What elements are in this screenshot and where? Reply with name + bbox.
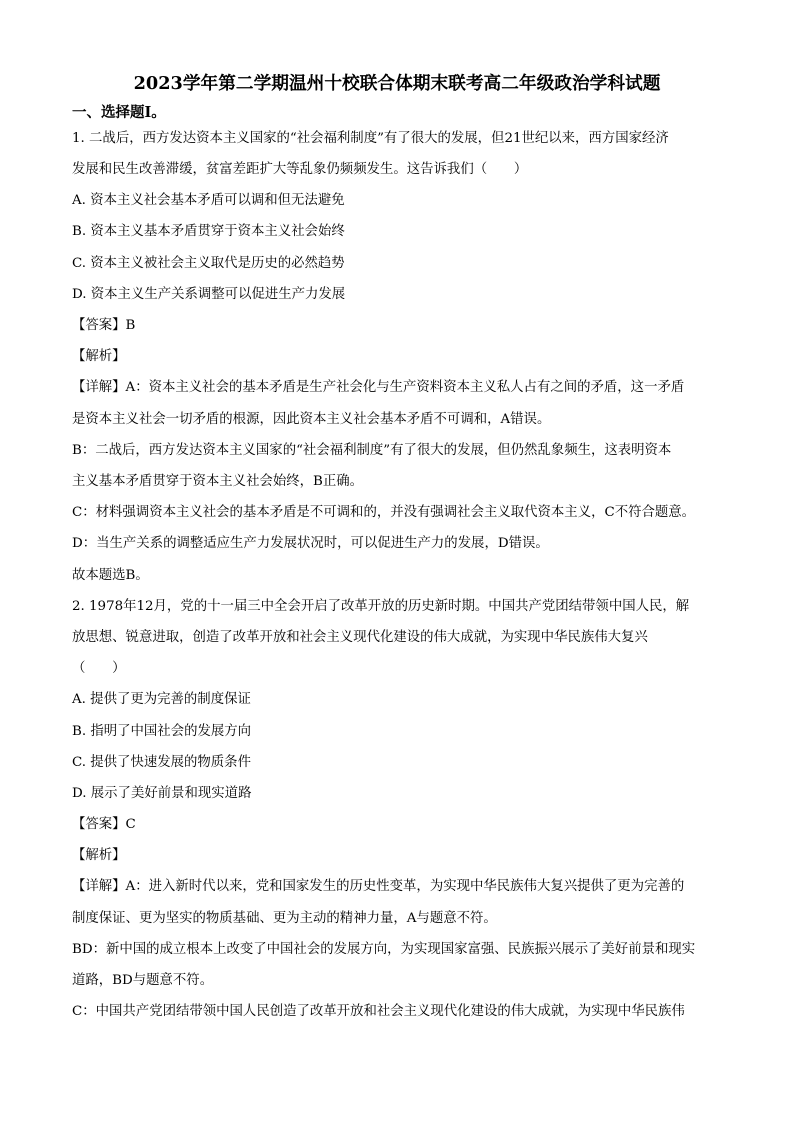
q2-option-c: C. 提供了快速发展的物质条件 <box>72 755 251 770</box>
q1-stem-line-1: 1. 二战后，西方发达资本主义国家的“社会福利制度”有了很大的发展，但21世纪以来，西方国家经济 <box>72 131 669 146</box>
q2-answer: 【答案】C <box>72 817 136 832</box>
q1-conclusion: 故本题选B。 <box>72 568 149 583</box>
q2-stem-line-2: 放思想、锐意进取，创造了改革开放和社会主义现代化建设的伟大成就，为实现中华民族伟大复兴 <box>72 630 648 645</box>
q2-analysis-label: 【解析】 <box>72 848 126 863</box>
q1-answer: 【答案】B <box>72 318 136 333</box>
q2-option-a: A. 提供了更为完善的制度保证 <box>72 692 251 707</box>
document-title: 2023学年第二学期温州十校联合体期末联考高二年级政治学科试题 <box>133 73 661 94</box>
q1-explain-line-2: 是资本主义社会一切矛盾的根源，因此资本主义社会基本矛盾不可调和，A错误。 <box>72 412 551 427</box>
q1-explain-line-1: 【详解】A：资本主义社会的基本矛盾是生产社会化与生产资料资本主义私人占有之间的矛盾，这一矛盾 <box>72 380 685 395</box>
q1-stem-line-2: 发展和民生改善滞缓，贫富差距扩大等乱象仍频频发生。这告诉我们（ ） <box>72 162 528 177</box>
q1-option-b: B. 资本主义基本矛盾贯穿于资本主义社会始终 <box>72 224 345 239</box>
q1-explain-line-5: C：材料强调资本主义社会的基本矛盾是不可调和的，并没有强调社会主义取代资本主义，C不符合题意。 <box>72 505 696 520</box>
q1-explain-line-3: B：二战后，西方发达资本主义国家的“社会福利制度”有了很大的发展，但仍然乱象频生，这表明资本 <box>72 443 672 458</box>
q2-explain-line-2: 制度保证、更为坚实的物质基础、更为主动的精神力量，A与题意不符。 <box>72 911 497 926</box>
q2-explain-line-1: 【详解】A：进入新时代以来，党和国家发生的历史性变革，为实现中华民族伟大复兴提供了更为完善的 <box>72 879 685 894</box>
q2-option-b: B. 指明了中国社会的发展方向 <box>72 724 252 739</box>
q1-option-d: D. 资本主义生产关系调整可以促进生产力发展 <box>72 287 346 302</box>
section-heading: 一、选择题Ⅰ。 <box>72 104 166 121</box>
q1-explain-line-4: 主义基本矛盾贯穿于资本主义社会始终，B正确。 <box>72 474 364 489</box>
q1-explain-line-6: D：当生产关系的调整适应生产力发展状况时，可以促进生产力的发展，D错误。 <box>72 536 549 551</box>
q1-option-a: A. 资本主义社会基本矛盾可以调和但无法避免 <box>72 193 345 208</box>
q2-stem-line-1: 2. 1978年12月，党的十一届三中全会开启了改革开放的历史新时期。中国共产党团结带领中国人民，解 <box>72 599 690 614</box>
q1-option-c: C. 资本主义被社会主义取代是历史的必然趋势 <box>72 256 345 271</box>
q1-analysis-label: 【解析】 <box>72 349 126 364</box>
q2-stem-line-3: （ ） <box>72 661 126 676</box>
q2-option-d: D. 展示了美好前景和现实道路 <box>72 786 252 801</box>
q2-explain-line-3: BD：新中国的成立根本上改变了中国社会的发展方向，为实现国家富强、民族振兴展示了美好前景和现实 <box>72 942 696 957</box>
q2-explain-line-4: 道路，BD与题意不符。 <box>72 973 214 988</box>
q2-explain-line-5: C：中国共产党团结带领中国人民创造了改革开放和社会主义现代化建设的伟大成就，为实现中华民族伟 <box>72 1004 685 1019</box>
